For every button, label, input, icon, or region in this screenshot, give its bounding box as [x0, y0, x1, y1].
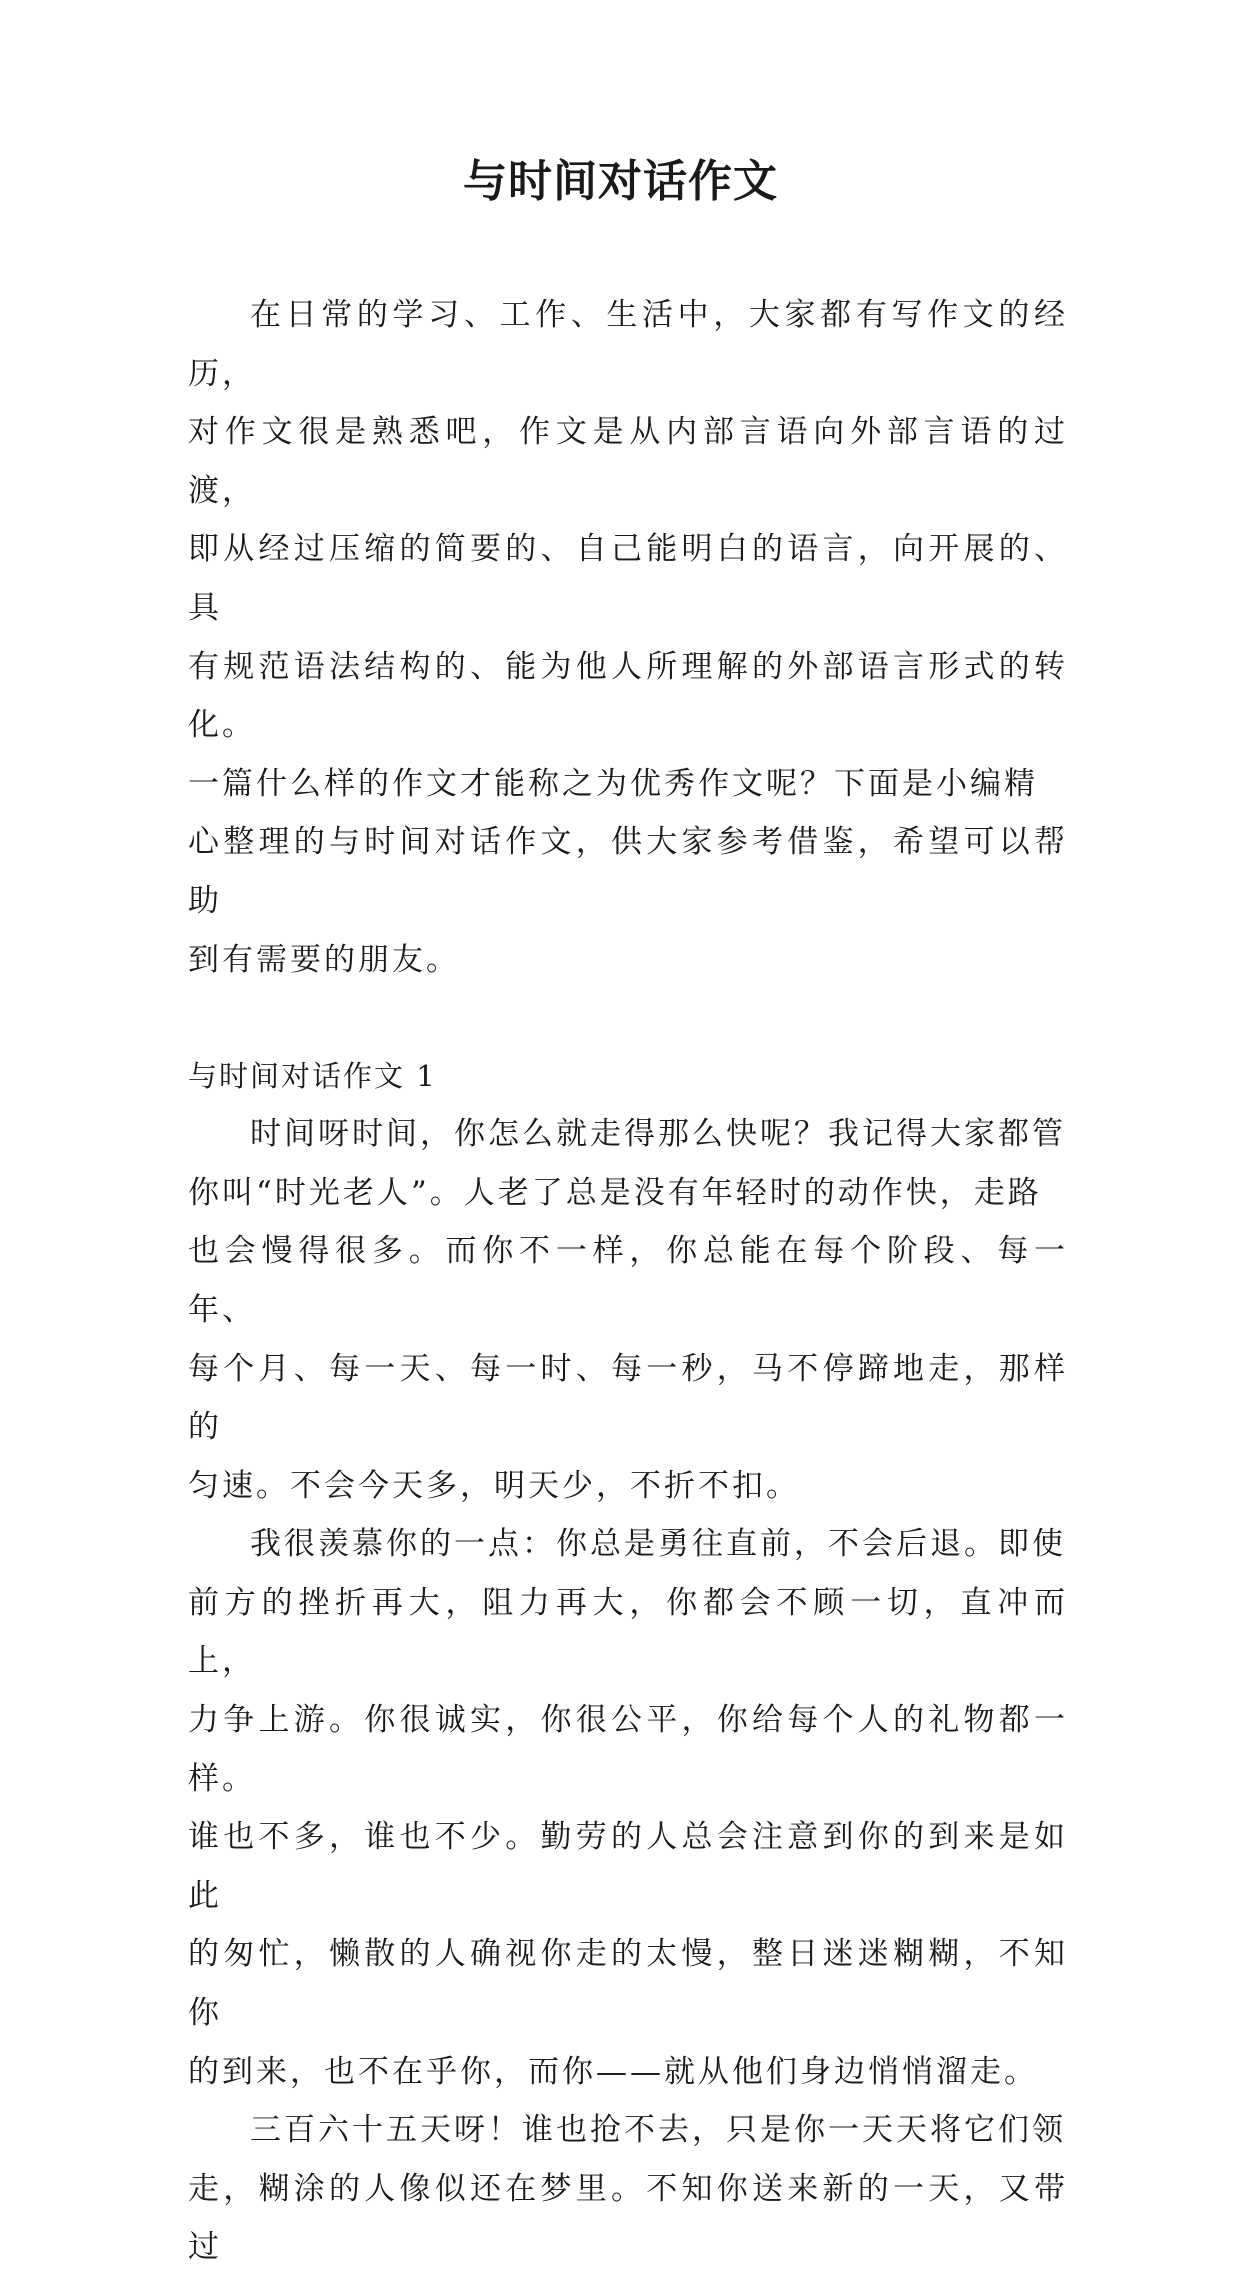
intro-paragraph: 在日常的学习、工作、生活中，大家都有写作文的经历， 对作文很是熟悉吧，作文是从内部言语向外部言语的过渡， 即从经过压缩的简要的、自己能明白的语言，向开展的、具 有规范语法结构的、能为他人所理解的外部语言形式的转化。 一篇什么样的作文才能称之为优秀作文呢？下面是小编精 心整理的与时间对话作文，供大家参考借鉴，希望可以帮助 到有需要的朋友。 — [188, 297, 1068, 978]
body-paragraph-2: 我很羡慕你的一点：你总是勇往直前，不会后退。即使 前方的挫折再大，阻力再大，你都会不顾一切，直冲而上， 力争上游。你很诚实，你很公平，你给每个人的礼物都一样。 谁也不多，谁也不少。勤劳的人总会注意到你的到来是如此 的匆忙，懒散的人确视你走的太慢，整日迷迷糊糊，不知你 的到来，也不在乎你，而你——就从他们身边悄悄溜走。 — [188, 1526, 1068, 2090]
document-body — [188, 286, 1068, 2277]
section-heading: 与时间对话作文 1 — [188, 1059, 437, 1094]
document-title: 与时间对话作文 — [463, 156, 778, 207]
body-paragraph-1: 时间呀时间，你怎么就走得那么快呢？我记得大家都管 你叫“时光老人”。人老了总是没有年轻时的动作快，走路 也会慢得很多。而你不一样，你总能在每个阶段、每一年、 每个月、每一天、每一时、每一秒，马不停蹄地走，那样的 匀速。不会今天多，明天少，不折不扣。 — [188, 1116, 1068, 1504]
body-paragraph-3: 三百六十五天呀！谁也抢不去，只是你一天天将它们领 走，糊涂的人像似还在梦里。不知你送来新的一天，又带过 — [188, 2112, 1068, 2266]
